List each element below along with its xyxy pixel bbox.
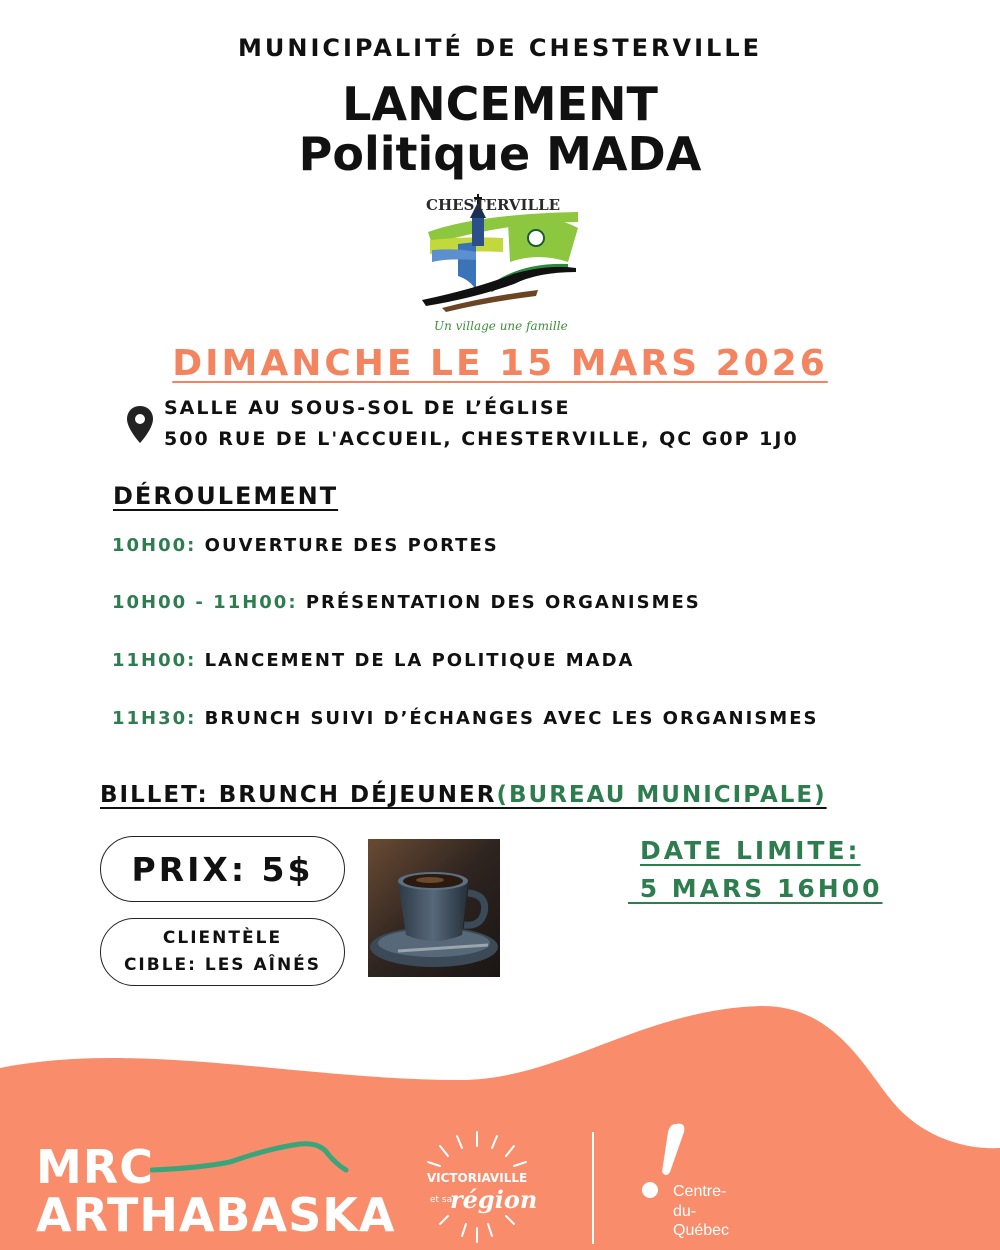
cdq-line-1: Centre- bbox=[673, 1183, 727, 1200]
mrc-logo-line-2: ARTHABASKA bbox=[36, 1188, 396, 1242]
ticket-label: BILLET: BRUNCH DÉJEUNER bbox=[100, 782, 497, 808]
mrc-logo-line-1: MRC bbox=[36, 1140, 154, 1194]
schedule-item bbox=[112, 650, 634, 671]
schedule-time: 11H00: bbox=[112, 650, 197, 671]
victoriaville-logo bbox=[412, 1130, 542, 1250]
event-date: DIMANCHE LE 15 MARS 2026 bbox=[172, 343, 828, 384]
schedule-item bbox=[112, 708, 818, 729]
location-venue: SALLE AU SOUS-SOL DE L’ÉGLISE bbox=[164, 397, 571, 419]
logo-slogan: Un village une famille bbox=[434, 319, 568, 333]
title-line-2: Politique MADA bbox=[298, 127, 702, 181]
schedule-time: 10H00 - 11H00: bbox=[112, 592, 298, 613]
schedule-heading: DÉROULEMENT bbox=[113, 482, 339, 510]
municipality-name: MUNICIPALITÉ DE CHESTERVILLE bbox=[237, 34, 762, 62]
footer-divider bbox=[592, 1132, 594, 1244]
mrc-swoosh bbox=[150, 1140, 350, 1180]
victo-line-1: VICTORIAVILLE bbox=[426, 1171, 528, 1185]
schedule-item bbox=[112, 592, 701, 613]
map-pin-icon bbox=[126, 405, 154, 445]
schedule-activity: LANCEMENT DE LA POLITIQUE MADA bbox=[204, 650, 635, 671]
audience-line-1: CLIENTÈLE bbox=[162, 928, 283, 948]
deadline-value: 5 MARS 16H00 bbox=[628, 874, 883, 903]
coffee-cup-photo bbox=[368, 839, 500, 977]
ticket-heading bbox=[100, 782, 827, 808]
audience-line-2: CIBLE: LES AÎNÉS bbox=[123, 955, 322, 975]
victo-line-3: région bbox=[450, 1185, 538, 1214]
title-line-1: LANCEMENT bbox=[342, 77, 658, 131]
cdq-line-3: Québec bbox=[673, 1222, 730, 1239]
chesterville-logo bbox=[418, 192, 584, 338]
schedule-item bbox=[112, 535, 499, 556]
victo-line-2: et sa bbox=[430, 1195, 453, 1205]
deadline-label: DATE LIMITE: bbox=[640, 836, 861, 865]
logo-name: CHESTERVILLE bbox=[426, 196, 561, 214]
location-address: 500 RUE DE L'ACCUEIL, CHESTERVILLE, QC G0P 1J0 bbox=[164, 428, 799, 450]
schedule-time: 10H00: bbox=[112, 535, 197, 556]
audience-badge bbox=[100, 918, 345, 986]
schedule-time: 11H30: bbox=[112, 708, 197, 729]
schedule-activity: BRUNCH SUIVI D’ÉCHANGES AVEC LES ORGANISMES bbox=[204, 708, 819, 729]
schedule-activity: OUVERTURE DES PORTES bbox=[204, 535, 499, 556]
price-badge: PRIX: 5$ bbox=[100, 836, 345, 902]
schedule-activity: PRÉSENTATION DES ORGANISMES bbox=[305, 592, 701, 613]
ticket-location: (BUREAU MUNICIPALE) bbox=[496, 782, 827, 808]
cdq-line-2: du- bbox=[673, 1203, 697, 1220]
